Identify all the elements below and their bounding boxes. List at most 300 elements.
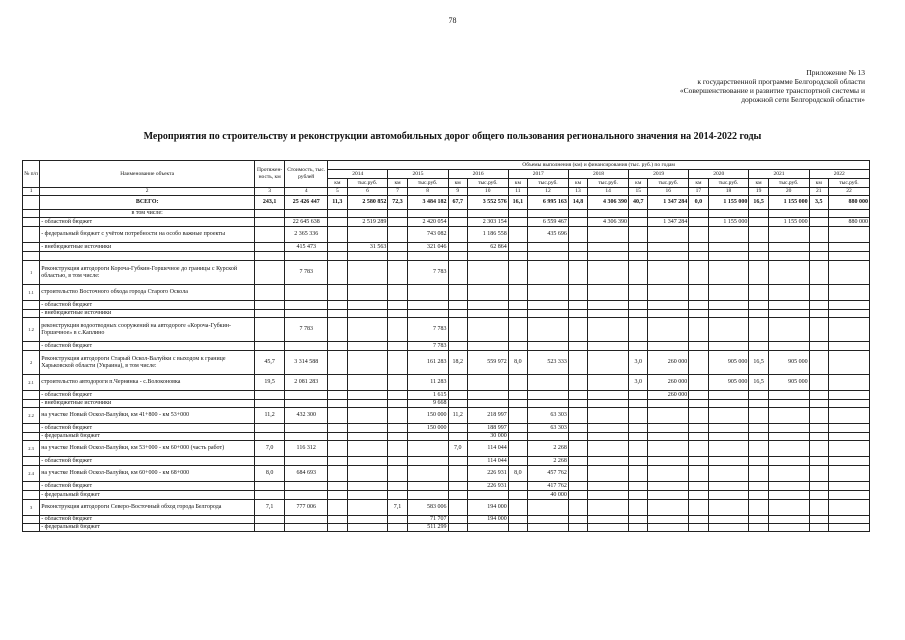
row-number xyxy=(23,210,40,218)
unit-km: км xyxy=(388,179,407,188)
cell-km: 3,0 xyxy=(629,375,648,391)
cell-rub xyxy=(828,318,869,342)
table-row xyxy=(23,227,870,243)
cell-rub: 3 484 182 xyxy=(407,196,448,210)
cell-rub: 226 931 xyxy=(467,466,508,482)
cell-km xyxy=(749,210,768,218)
document-title: Мероприятия по строительству и реконструкции автомобильных дорог общего пользования регионального значения на 2014-2022 годы xyxy=(143,131,762,142)
cell-rub: 4 306 390 xyxy=(588,196,629,210)
cell-km xyxy=(388,227,407,243)
unit-km: км xyxy=(749,179,768,188)
cell-km xyxy=(508,424,527,433)
row-number: 2 xyxy=(23,351,40,375)
cell-km xyxy=(689,516,708,524)
column-number: 5 xyxy=(328,188,347,196)
cell-rub xyxy=(588,424,629,433)
row-cost xyxy=(285,457,328,466)
table-row xyxy=(23,500,870,516)
cell-rub xyxy=(588,482,629,491)
cell-rub xyxy=(828,285,869,301)
row-name: - областной бюджет xyxy=(40,482,255,491)
cell-km xyxy=(749,261,768,285)
cell-km xyxy=(448,491,467,500)
cell-km: 8,0 xyxy=(508,351,527,375)
column-number: 6 xyxy=(347,188,388,196)
cell-km xyxy=(629,516,648,524)
header-num: № п/п xyxy=(23,161,40,188)
cell-rub xyxy=(648,516,689,524)
cell-rub xyxy=(588,342,629,351)
cell-km xyxy=(568,252,587,261)
row-length xyxy=(255,301,285,310)
cell-rub xyxy=(648,441,689,457)
cell-rub xyxy=(467,342,508,351)
column-number: 14 xyxy=(588,188,629,196)
row-number xyxy=(23,433,40,441)
cell-km xyxy=(328,261,347,285)
cell-rub xyxy=(528,391,569,400)
cell-km xyxy=(689,433,708,441)
row-length: 8,0 xyxy=(255,466,285,482)
year-header: 2021 xyxy=(749,170,809,179)
cell-rub xyxy=(708,227,749,243)
column-number-row xyxy=(23,188,870,196)
cell-km xyxy=(508,261,527,285)
header-name: Наименование объекта xyxy=(40,161,255,188)
cell-km: 16,5 xyxy=(749,196,768,210)
cell-rub xyxy=(467,310,508,318)
cell-km: 11,2 xyxy=(448,408,467,424)
cell-rub xyxy=(588,466,629,482)
cell-km xyxy=(568,342,587,351)
cell-rub: 114 044 xyxy=(467,441,508,457)
table-row xyxy=(23,441,870,457)
cell-km xyxy=(388,243,407,252)
cell-rub: 905 000 xyxy=(768,351,809,375)
cell-rub: 7 783 xyxy=(407,261,448,285)
cell-km xyxy=(749,301,768,310)
cell-rub xyxy=(828,301,869,310)
cell-km xyxy=(629,310,648,318)
cell-km xyxy=(809,243,828,252)
cell-rub xyxy=(828,391,869,400)
cell-km xyxy=(689,342,708,351)
cell-rub: 218 997 xyxy=(467,408,508,424)
cell-rub xyxy=(648,500,689,516)
cell-rub xyxy=(588,227,629,243)
cell-km xyxy=(328,433,347,441)
table-row xyxy=(23,318,870,342)
cell-rub xyxy=(768,301,809,310)
table-row xyxy=(23,261,870,285)
cell-rub xyxy=(528,252,569,261)
cell-km xyxy=(809,351,828,375)
cell-rub xyxy=(588,243,629,252)
cell-km xyxy=(629,408,648,424)
unit-rub: тыс.руб. xyxy=(347,179,388,188)
cell-rub xyxy=(828,375,869,391)
row-cost: 3 314 588 xyxy=(285,351,328,375)
cell-km xyxy=(388,351,407,375)
cell-km xyxy=(809,408,828,424)
cell-rub xyxy=(467,210,508,218)
cell-km xyxy=(689,285,708,301)
cell-rub xyxy=(828,310,869,318)
cell-rub: 4 306 390 xyxy=(588,218,629,227)
cell-km xyxy=(809,516,828,524)
row-length xyxy=(255,482,285,491)
cell-km xyxy=(629,433,648,441)
cell-km xyxy=(508,482,527,491)
row-length: 11,2 xyxy=(255,408,285,424)
cell-km xyxy=(328,408,347,424)
cell-km xyxy=(629,342,648,351)
row-name: - областной бюджет xyxy=(40,301,255,310)
cell-km xyxy=(689,218,708,227)
cell-km xyxy=(508,400,527,408)
cell-km xyxy=(629,482,648,491)
cell-rub xyxy=(648,400,689,408)
cell-km xyxy=(689,441,708,457)
row-cost xyxy=(285,301,328,310)
unit-rub: тыс.руб. xyxy=(407,179,448,188)
cell-km xyxy=(388,318,407,342)
cell-rub xyxy=(347,524,388,532)
cell-km xyxy=(328,424,347,433)
cell-km xyxy=(749,516,768,524)
table-row xyxy=(23,524,870,532)
cell-rub xyxy=(467,252,508,261)
cell-km xyxy=(809,318,828,342)
cell-km xyxy=(749,318,768,342)
cell-rub: 2 519 289 xyxy=(347,218,388,227)
table-row xyxy=(23,491,870,500)
cell-rub xyxy=(828,441,869,457)
cell-rub xyxy=(708,433,749,441)
cell-km: 7,0 xyxy=(448,441,467,457)
cell-km xyxy=(388,408,407,424)
row-cost: 432 300 xyxy=(285,408,328,424)
table-row xyxy=(23,196,870,210)
cell-rub: 7 783 xyxy=(407,318,448,342)
year-header: 2014 xyxy=(328,170,388,179)
row-name: - внебюджетные источники xyxy=(40,310,255,318)
cell-rub xyxy=(588,457,629,466)
cell-rub: 457 762 xyxy=(528,466,569,482)
cell-rub xyxy=(828,351,869,375)
cell-km xyxy=(749,491,768,500)
appendix-note xyxy=(565,68,865,104)
cell-km xyxy=(749,310,768,318)
cell-rub xyxy=(588,516,629,524)
row-length xyxy=(255,318,285,342)
header-row xyxy=(23,161,870,170)
table-row xyxy=(23,210,870,218)
column-number: 17 xyxy=(689,188,708,196)
row-name xyxy=(40,252,255,261)
table-row xyxy=(23,301,870,310)
row-number: 2.2 xyxy=(23,408,40,424)
cell-km xyxy=(629,301,648,310)
measures-table xyxy=(22,160,870,532)
table-row xyxy=(23,310,870,318)
cell-rub: 260 000 xyxy=(648,351,689,375)
row-name: - федеральный бюджет с учётом потребности на особо важные проекты xyxy=(40,227,255,243)
cell-km xyxy=(328,318,347,342)
row-cost xyxy=(285,400,328,408)
cell-km xyxy=(448,500,467,516)
cell-rub xyxy=(588,351,629,375)
cell-rub xyxy=(528,400,569,408)
cell-km xyxy=(568,261,587,285)
cell-km xyxy=(328,218,347,227)
cell-rub xyxy=(347,424,388,433)
row-number xyxy=(23,524,40,532)
cell-rub xyxy=(708,457,749,466)
unit-km: км xyxy=(508,179,527,188)
cell-km xyxy=(508,243,527,252)
cell-rub xyxy=(347,227,388,243)
cell-rub xyxy=(588,210,629,218)
cell-rub: 1 347 284 xyxy=(648,218,689,227)
cell-rub xyxy=(648,482,689,491)
appendix-line: к государственной программе Белгородской области xyxy=(697,77,865,86)
cell-km: 67,7 xyxy=(448,196,467,210)
cell-km xyxy=(809,433,828,441)
cell-km xyxy=(388,466,407,482)
cell-km: 11,3 xyxy=(328,196,347,210)
cell-rub xyxy=(828,524,869,532)
cell-rub: 559 972 xyxy=(467,351,508,375)
cell-km xyxy=(809,375,828,391)
cell-km xyxy=(689,400,708,408)
cell-rub xyxy=(708,261,749,285)
cell-rub: 260 000 xyxy=(648,391,689,400)
cell-rub: 743 082 xyxy=(407,227,448,243)
cell-km xyxy=(749,342,768,351)
cell-km xyxy=(689,391,708,400)
column-number: 7 xyxy=(388,188,407,196)
row-length xyxy=(255,310,285,318)
cell-km xyxy=(629,524,648,532)
year-header: 2020 xyxy=(689,170,749,179)
cell-rub: 161 283 xyxy=(407,351,448,375)
cell-rub: 1 155 000 xyxy=(768,196,809,210)
cell-km xyxy=(388,261,407,285)
cell-km xyxy=(568,500,587,516)
cell-rub xyxy=(768,342,809,351)
cell-rub xyxy=(528,433,569,441)
row-length xyxy=(255,252,285,261)
table-row xyxy=(23,342,870,351)
table-row xyxy=(23,391,870,400)
cell-km: 7,1 xyxy=(388,500,407,516)
cell-km xyxy=(749,457,768,466)
cell-km xyxy=(809,466,828,482)
cell-km xyxy=(568,466,587,482)
row-name: реконструкция водоотводных сооружений на автодороге «Короча-Губкин-Горшечное» в с.Каплино xyxy=(40,318,255,342)
cell-km xyxy=(749,391,768,400)
unit-rub: тыс.руб. xyxy=(528,179,569,188)
row-name: - областной бюджет xyxy=(40,516,255,524)
column-number: 8 xyxy=(407,188,448,196)
cell-km xyxy=(328,243,347,252)
cell-km xyxy=(508,210,527,218)
cell-km xyxy=(749,227,768,243)
cell-rub xyxy=(588,285,629,301)
unit-rub: тыс.руб. xyxy=(588,179,629,188)
row-cost: 2 365 336 xyxy=(285,227,328,243)
cell-rub: 11 283 xyxy=(407,375,448,391)
cell-km xyxy=(689,261,708,285)
cell-rub xyxy=(588,491,629,500)
cell-km xyxy=(629,391,648,400)
cell-rub xyxy=(768,457,809,466)
cell-km xyxy=(388,457,407,466)
cell-km xyxy=(448,301,467,310)
row-number xyxy=(23,310,40,318)
cell-rub: 2 580 852 xyxy=(347,196,388,210)
row-cost xyxy=(285,491,328,500)
cell-km xyxy=(448,424,467,433)
cell-rub xyxy=(648,424,689,433)
cell-km: 72,3 xyxy=(388,196,407,210)
column-number: 16 xyxy=(648,188,689,196)
cell-km xyxy=(388,285,407,301)
column-number: 15 xyxy=(629,188,648,196)
cell-rub xyxy=(648,466,689,482)
cell-km xyxy=(508,285,527,301)
cell-rub: 63 303 xyxy=(528,424,569,433)
cell-km xyxy=(508,433,527,441)
cell-rub xyxy=(768,441,809,457)
unit-rub: тыс.руб. xyxy=(648,179,689,188)
cell-rub xyxy=(648,301,689,310)
unit-km: км xyxy=(448,179,467,188)
cell-rub xyxy=(768,318,809,342)
cell-rub xyxy=(407,491,448,500)
cell-km xyxy=(388,482,407,491)
row-cost xyxy=(285,482,328,491)
cell-km xyxy=(689,318,708,342)
cell-km xyxy=(448,285,467,301)
row-length xyxy=(255,227,285,243)
row-name: - федеральный бюджет xyxy=(40,524,255,532)
cell-rub xyxy=(828,261,869,285)
table-row xyxy=(23,252,870,261)
cell-rub: 1 155 000 xyxy=(708,196,749,210)
cell-km xyxy=(809,441,828,457)
cell-rub xyxy=(648,408,689,424)
cell-rub xyxy=(648,318,689,342)
cell-km xyxy=(629,285,648,301)
cell-rub: 905 000 xyxy=(768,375,809,391)
cell-km xyxy=(809,457,828,466)
row-cost xyxy=(285,516,328,524)
cell-rub xyxy=(467,318,508,342)
cell-km xyxy=(689,408,708,424)
cell-rub: 435 696 xyxy=(528,227,569,243)
cell-km xyxy=(388,400,407,408)
row-name: - областной бюджет xyxy=(40,342,255,351)
cell-rub xyxy=(407,482,448,491)
cell-km xyxy=(568,351,587,375)
row-number xyxy=(23,391,40,400)
cell-rub xyxy=(347,318,388,342)
cell-km xyxy=(508,375,527,391)
cell-rub xyxy=(648,285,689,301)
cell-km xyxy=(749,252,768,261)
cell-km xyxy=(689,482,708,491)
cell-km xyxy=(629,457,648,466)
cell-km xyxy=(328,210,347,218)
cell-km xyxy=(689,227,708,243)
cell-km xyxy=(809,342,828,351)
cell-rub xyxy=(708,424,749,433)
cell-rub xyxy=(648,210,689,218)
row-name: - областной бюджет xyxy=(40,218,255,227)
cell-km xyxy=(388,310,407,318)
cell-km xyxy=(629,318,648,342)
cell-km xyxy=(388,210,407,218)
cell-rub xyxy=(768,252,809,261)
cell-km xyxy=(328,491,347,500)
header-volumes: Объемы выполнения (км) и финансирования (тыс. руб.) по годам xyxy=(328,161,870,170)
cell-rub xyxy=(768,210,809,218)
cell-km xyxy=(448,516,467,524)
cell-rub: 226 931 xyxy=(467,482,508,491)
row-length xyxy=(255,261,285,285)
cell-rub xyxy=(588,252,629,261)
cell-km xyxy=(508,252,527,261)
cell-rub: 194 000 xyxy=(467,500,508,516)
cell-rub: 2 420 054 xyxy=(407,218,448,227)
cell-km xyxy=(448,218,467,227)
cell-km xyxy=(568,491,587,500)
cell-rub xyxy=(347,441,388,457)
cell-km xyxy=(388,433,407,441)
cell-km xyxy=(749,500,768,516)
cell-km xyxy=(629,218,648,227)
table-row xyxy=(23,375,870,391)
cell-rub xyxy=(768,391,809,400)
cell-km xyxy=(508,516,527,524)
cell-km xyxy=(809,218,828,227)
cell-km xyxy=(508,391,527,400)
cell-km xyxy=(328,252,347,261)
cell-km xyxy=(388,524,407,532)
cell-rub xyxy=(588,375,629,391)
cell-rub xyxy=(708,285,749,301)
cell-km: 16,5 xyxy=(749,375,768,391)
cell-rub: 1 347 284 xyxy=(648,196,689,210)
table-row xyxy=(23,457,870,466)
row-number: 2.4 xyxy=(23,466,40,482)
cell-km xyxy=(388,391,407,400)
cell-rub xyxy=(407,466,448,482)
cell-km xyxy=(629,261,648,285)
cell-km xyxy=(689,500,708,516)
cell-km xyxy=(809,482,828,491)
cell-km xyxy=(328,310,347,318)
cell-km xyxy=(568,424,587,433)
row-length xyxy=(255,342,285,351)
row-name: - внебюджетные источники xyxy=(40,400,255,408)
cell-km xyxy=(749,424,768,433)
column-number: 2 xyxy=(40,188,255,196)
cell-rub xyxy=(828,433,869,441)
row-cost: 777 006 xyxy=(285,500,328,516)
